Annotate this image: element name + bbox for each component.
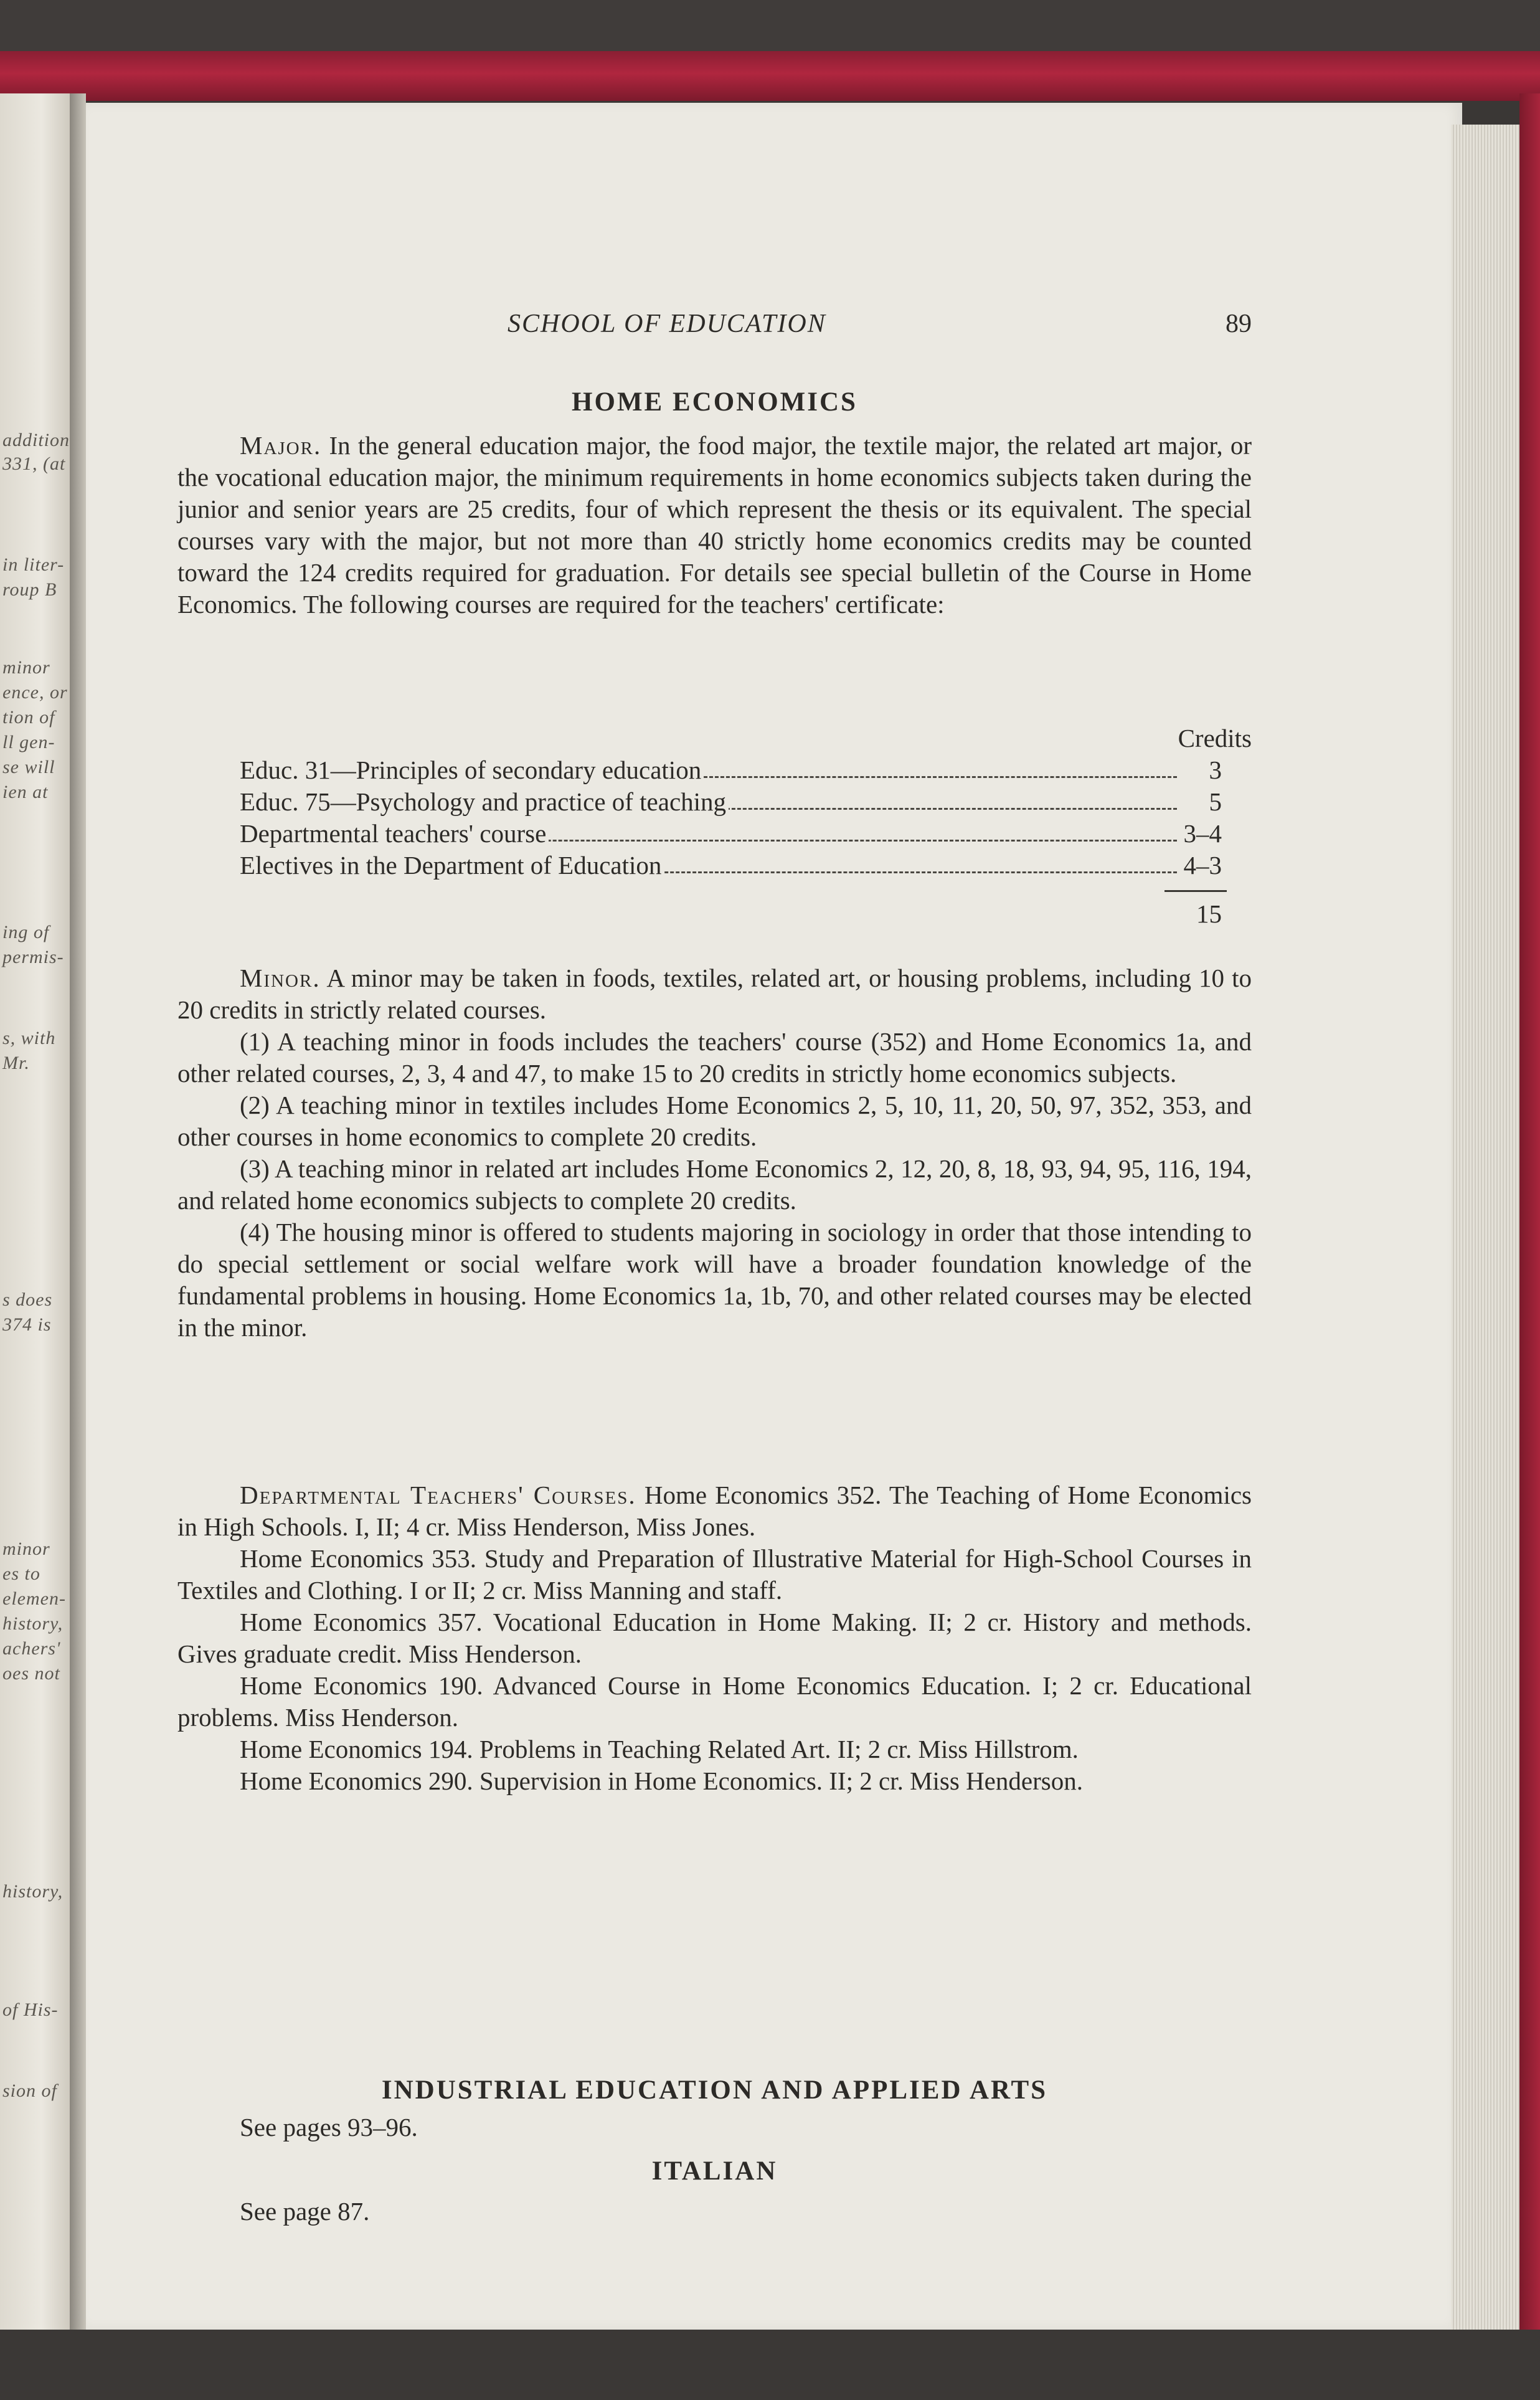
dept-course: Home Economics 353. Study and Preparation of Illustrative Material for High-School Courses in Textiles and Clothing. I or II; 2 cr. Miss Manning and staff. [177, 1544, 1252, 1605]
bottom-background [0, 2330, 1540, 2400]
dept-paragraph [177, 1479, 1252, 1543]
margin-fragment: oes not [2, 1663, 60, 1684]
margin-fragment: ing of [2, 922, 50, 942]
course-credits: 4–3 [1180, 850, 1222, 881]
margin-fragment: achers' [2, 1638, 61, 1659]
minor-section [177, 962, 1252, 1344]
margin-fragment: minor [2, 1539, 50, 1559]
section-title-italian: ITALIAN [651, 2156, 778, 2186]
margin-fragment: Mr. [2, 1053, 30, 1073]
minor-item: (3) A teaching minor in related art includes Home Economics 2, 12, 20, 8, 18, 93, 94, 95, 116, 194, and related home economics subjects to complete 20 credits. [177, 1154, 1252, 1215]
dept-course: Home Economics 194. Problems in Teaching Related Art. II; 2 cr. Miss Hillstrom. [240, 1735, 1079, 1763]
margin-fragment: ence, or [2, 682, 68, 703]
margin-fragment: 331, (at [2, 453, 66, 474]
page-edges [1451, 125, 1526, 2330]
minor-label: Minor. [240, 964, 321, 992]
see-pages-reference: See pages 93–96. [240, 2113, 418, 2142]
margin-fragment: elemen- [2, 1588, 66, 1609]
margin-fragment: sion of [2, 2080, 57, 2101]
left-facing-page [0, 93, 70, 2330]
section-title-industrial-education: INDUSTRIAL EDUCATION AND APPLIED ARTS [381, 2075, 1048, 2105]
course-name: Educ. 75—Psychology and practice of teaching [240, 786, 729, 818]
major-label: Major. [240, 431, 322, 460]
dept-label: Departmental Teachers' Courses. [240, 1481, 636, 1509]
dept-course: Home Economics 290. Supervision in Home Economics. II; 2 cr. Miss Henderson. [240, 1767, 1083, 1795]
dept-text: Home Economics 352. The Teaching of Home Economics in High Schools. I, II; 4 cr. Miss Henderson, Miss Jones. [177, 1481, 1252, 1541]
credit-row [240, 850, 1252, 881]
page-number: 89 [1226, 310, 1252, 338]
red-book-binding [0, 51, 1540, 101]
see-page-reference: See page 87. [240, 2197, 370, 2226]
major-paragraph [177, 430, 1252, 620]
book-gutter [70, 93, 86, 2330]
margin-fragment: roup B [2, 579, 57, 600]
running-title: SCHOOL OF EDUCATION [508, 310, 826, 338]
minor-item: (1) A teaching minor in foods includes the teachers' course (352) and Home Economics 1a, and other related courses, 2, 3, 4 and 47, to make 15 to 20 credits in strictly home economics subjects. [177, 1027, 1252, 1088]
red-cover-edge [1519, 93, 1540, 2336]
credit-row [240, 818, 1252, 850]
credit-row [240, 754, 1252, 786]
credits-header: Credits [1178, 724, 1252, 752]
minor-item: (4) The housing minor is offered to students majoring in sociology in order that those intending to do special settlement or social welfare work will have a broader foundation knowledge of the fundamental problems in housing. Home Economics 1a, 1b, 70, and other related courses may be elected in the minor. [177, 1218, 1252, 1342]
running-head [177, 308, 1252, 346]
margin-fragment: ll gen- [2, 732, 55, 752]
course-credits: 3–4 [1180, 818, 1222, 850]
margin-fragment: in liter- [2, 554, 65, 575]
departmental-courses-section [177, 1479, 1252, 1797]
margin-fragment: history, [2, 1613, 64, 1634]
margin-fragment: 374 is [2, 1314, 52, 1335]
course-name: Educ. 31—Principles of secondary education [240, 754, 704, 786]
major-section [177, 430, 1252, 620]
course-name: Departmental teachers' course [240, 818, 549, 850]
margin-fragment: addition [2, 430, 70, 450]
course-credits: 5 [1206, 786, 1222, 818]
credits-total: 15 [1196, 899, 1222, 928]
margin-fragment: es to [2, 1563, 40, 1584]
section-title-home-economics: HOME ECONOMICS [572, 387, 857, 417]
margin-fragment: s does [2, 1289, 53, 1310]
course-name: Electives in the Department of Education [240, 850, 664, 881]
margin-fragment: se will [2, 757, 55, 777]
minor-paragraph [177, 962, 1252, 1026]
margin-fragment: s, with [2, 1028, 56, 1048]
margin-fragment: of His- [2, 1999, 59, 2020]
minor-text: A minor may be taken in foods, textiles, related art, or housing problems, including 10 to 20 credits in strictly related courses. [177, 964, 1252, 1024]
margin-fragment: tion of [2, 707, 55, 728]
major-text: In the general education major, the food major, the textile major, the related art major, or the vocational education major, the minimum requirements in home economics subjects taken during the junior and senior years are 25 credits, four of which represent the thesis or its equivalent. The special courses vary with the major, but not more than 40 strictly home economics credits may be counted toward the 124 credits required for graduation. For details see special bulletin of the Course in Home Economics. The following courses are required for the teachers' certificate: [177, 431, 1252, 619]
margin-fragment: ien at [2, 782, 49, 802]
credits-table [177, 723, 1252, 930]
dept-course: Home Economics 357. Vocational Education in Home Making. II; 2 cr. History and methods. Gives graduate credit. Miss Henderson. [177, 1608, 1252, 1668]
credit-row [240, 786, 1252, 818]
margin-fragment: permis- [2, 947, 64, 967]
margin-fragment: history, [2, 1881, 64, 1902]
total-rule [1164, 890, 1227, 892]
top-background [0, 0, 1540, 59]
minor-item: (2) A teaching minor in textiles includes Home Economics 2, 5, 10, 11, 20, 50, 97, 352, 353, and other courses in home economics to complete 20 credits. [177, 1091, 1252, 1151]
margin-fragment: minor [2, 657, 50, 678]
course-credits: 3 [1206, 754, 1222, 786]
dept-course: Home Economics 190. Advanced Course in Home Economics Education. I; 2 cr. Educational problems. Miss Henderson. [177, 1671, 1252, 1732]
